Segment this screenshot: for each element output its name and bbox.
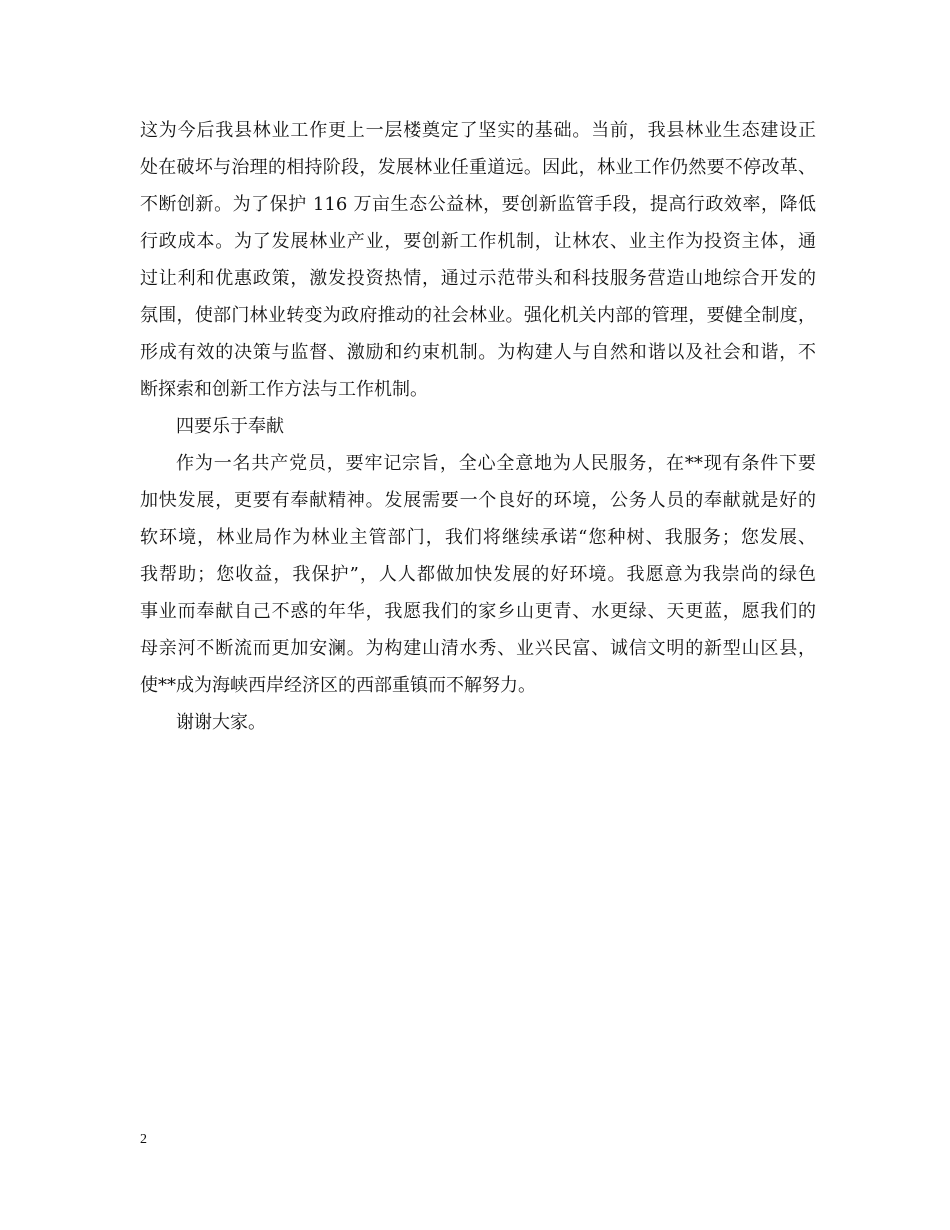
paragraph-3-line-1: 作为一名共产党员，要牢记宗旨，全心全意地为人民服务，在**现有条件下要	[176, 453, 816, 474]
paragraph-1-line-2: 处在破坏与治理的相持阶段，发展林业任重道远。因此，林业工作仍然要不停改革、	[140, 157, 816, 178]
paragraph-3-line-6: 母亲河不断流而更加安澜。为构建山清水秀、业兴民富、诚信文明的新型山区县，	[140, 638, 816, 659]
paragraph-1-line-1: 这为今后我县林业工作更上一层楼奠定了坚实的基础。当前，我县林业生态建设正	[140, 120, 816, 141]
paragraph-3-line-4: 我帮助；您收益，我保护”，人人都做加快发展的好环境。我愿意为我崇尚的绿色	[140, 564, 816, 585]
section-heading: 四要乐于奉献	[176, 416, 284, 437]
paragraph-1-line-5: 过让利和优惠政策，激发投资热情，通过示范带头和科技服务营造山地综合开发的	[140, 268, 816, 289]
body-text	[140, 112, 816, 741]
paragraph-3-line-2: 加快发展，更要有奉献精神。发展需要一个良好的环境，公务人员的奉献就是好的	[140, 490, 816, 511]
closing-line: 谢谢大家。	[176, 712, 266, 733]
paragraph-1-line-6: 氛围，使部门林业转变为政府推动的社会林业。强化机关内部的管理，要健全制度，	[140, 305, 816, 326]
paragraph-1-line-4: 行政成本。为了发展林业产业，要创新工作机制，让林农、业主作为投资主体，通	[140, 231, 816, 252]
paragraph-1-line-7: 形成有效的决策与监督、激励和约束机制。为构建人与自然和谐以及社会和谐，不	[140, 342, 816, 363]
paragraph-3-line-7: 使**成为海峡西岸经济区的西部重镇而不解努力。	[140, 675, 536, 696]
paragraph-3-line-5: 事业而奉献自己不惑的年华，我愿我们的家乡山更青、水更绿、天更蓝，愿我们的	[140, 601, 816, 622]
paragraph-1-line-3: 不断创新。为了保护 116 万亩生态公益林，要创新监管手段，提高行政效率，降低	[140, 194, 816, 215]
paragraph-1-line-8: 断探索和创新工作方法与工作机制。	[140, 379, 428, 400]
page-number: 2	[140, 1132, 147, 1147]
paragraph-3-line-3: 软环境，林业局作为林业主管部门，我们将继续承诺“您种树、我服务；您发展、	[140, 527, 816, 548]
